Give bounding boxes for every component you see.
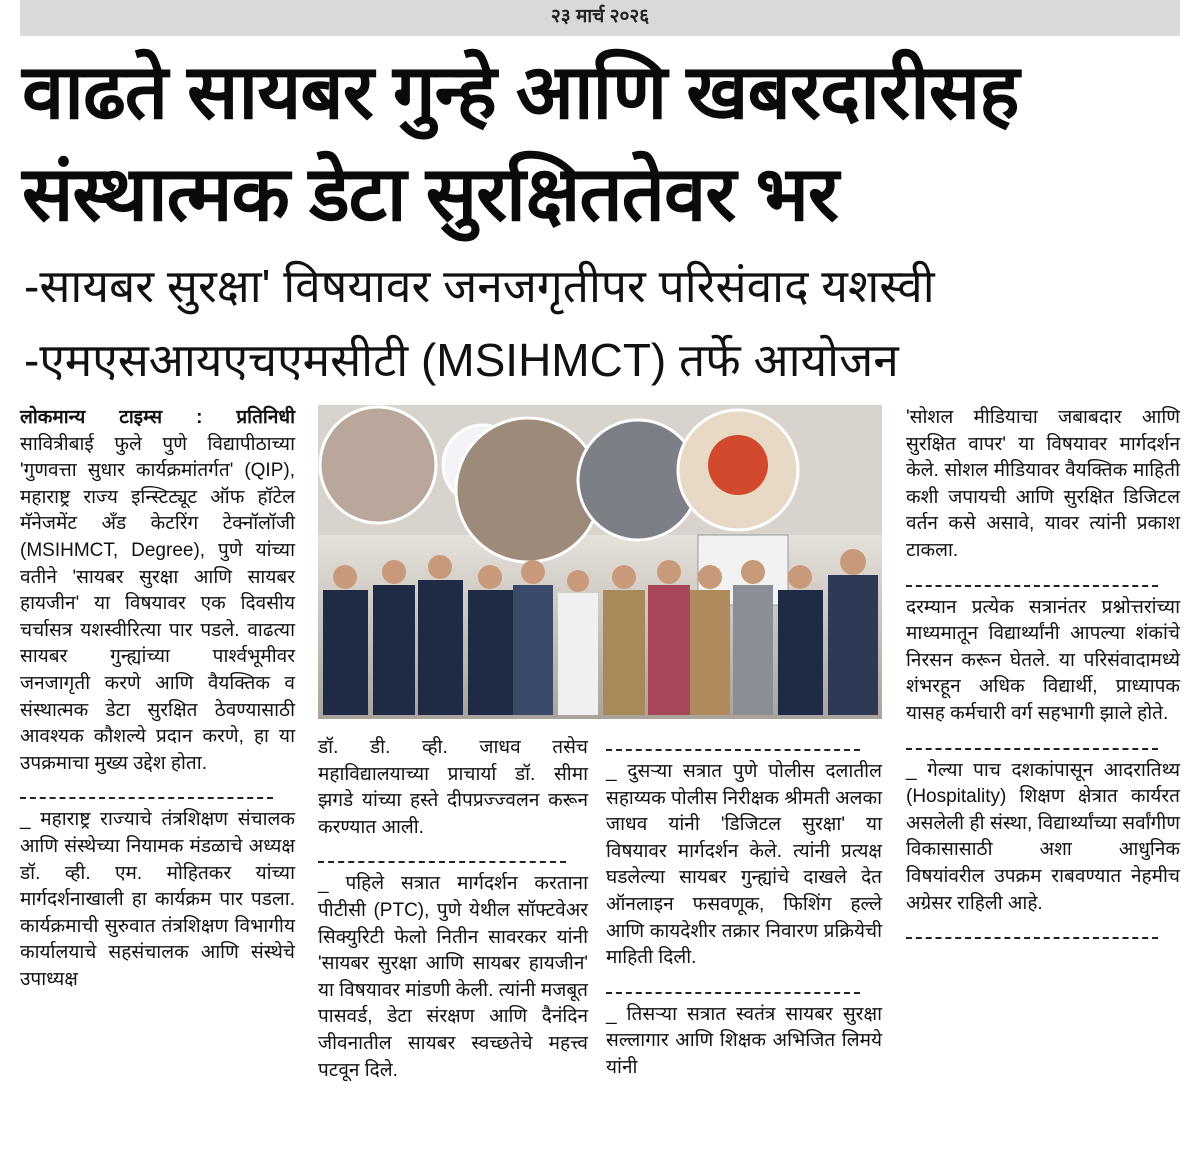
divider [906, 748, 1158, 750]
paragraph: 'सोशल मीडियाचा जबाबदार आणि सुरक्षित वापर' या विषयावर मार्गदर्शन केले. सोशल मीडियावर वैयक्तिक माहिती कशी जपायची आणि सुरक्षित डिजिटल वर्तन कसे असावे, यावर त्यांनी प्रकाश टाकला. [906, 407, 1180, 561]
headline-line-1: वाढते सायबर गुन्हे आणि खबरदारीसह [22, 50, 1019, 135]
column-3 [606, 735, 882, 1082]
column-2 [318, 735, 588, 1084]
paragraph: दरम्यान प्रत्येक सत्रानंतर प्रश्नोत्तरांच्या माध्यमातून विद्यार्थ्यांनी आपल्या शंकांचे निरसन करून घेतले. या परिसंवादामध्ये शंभरहून अधिक विद्यार्थी, प्राध्यापक यासह कर्मचारी वर्ग सहभागी झाले होते. [906, 596, 1180, 724]
paragraph: _ महाराष्ट्र राज्याचे तंत्रशिक्षण संचालक आणि संस्थेच्या नियामक मंडळाचे अध्यक्ष डॉ. व्ही. एम. मोहितकर यांच्या मार्गदर्शनाखाली हा कार्यक्रम पार पडला. कार्यक्रमाची सुरुवात तंत्रशिक्षण विभागीय कार्यालयाचे सहसंचालक आणि संस्थेचे उपाध्यक्ष [20, 809, 295, 990]
divider [606, 992, 860, 994]
divider [20, 797, 273, 799]
event-photo [318, 405, 882, 719]
date-bar: २३ मार्च २०२६ [20, 0, 1180, 36]
paragraph: _ गेल्या पाच दशकांपासून आदरातिथ्य (Hospitality) शिक्षण क्षेत्रात कार्यरत असलेली ही संस्था, विद्यार्थ्यांच्या सर्वांगीण विकासासाठी अशा आधुनिक विषयांवरील उपक्रम राबवण्यात नेहमीच अग्रेसर राहिली आहे. [906, 759, 1180, 914]
column-1 [20, 405, 295, 993]
paragraph: सावित्रीबाई फुले पुणे विद्यापीठाच्या 'गुणवत्ता सुधार कार्यक्रमांतर्गत' (QIP), महाराष्ट्र राज्य इन्स्टिट्यूट ऑफ हॉटेल मॅनेजमेंट अँड केटरिंग टेक्नॉलॉजी (MSIHMCT, Degree), पुणे यांच्या वतीने 'सायबर सुरक्षा आणि सायबर हायजीन' या विषयावर एक दिवसीय चर्चासत्र यशस्वीरित्या पार पडले. वाढत्या सायबर गुन्ह्यांच्या पार्श्वभूमीवर जनजागृती करणे आणि वैयक्तिक व संस्थात्मक डेटा सुरक्षित ठेवण्यासाठी आवश्यक कौशल्ये प्रदान करणे, हा या उपक्रमाचा मुख्य उद्देश होता. [20, 433, 295, 774]
paragraph: _ तिसऱ्या सत्रात स्वतंत्र सायबर सुरक्षा सल्लागार आणि शिक्षक अभिजित लिमये यांनी [606, 1003, 882, 1078]
headline-line-2: संस्थात्मक डेटा सुरक्षिततेवर भर [22, 152, 838, 237]
subheadline-2: -एमएसआयएचएमसीटी (MSIHMCT) तर्फे आयोजन [24, 334, 899, 386]
column-4 [906, 405, 1180, 947]
divider [906, 937, 1158, 939]
byline: लोकमान्य टाइम्स : प्रतिनिधी [20, 407, 295, 428]
paragraph: _ पहिले सत्रात मार्गदर्शन करताना पीटीसी (PTC), पुणे येथील सॉफ्टवेअर सिक्युरिटी फेलो नितीन सावरकर यांनी 'सायबर सुरक्षा आणि सायबर हायजीन' या विषयावर मांडणी केली. त्यांनी मजबूत पासवर्ड, डेटा संरक्षण आणि दैनंदिन जीवनातील सायबर स्वच्छतेचे महत्त्व पटवून दिले. [318, 873, 588, 1081]
divider [906, 585, 1158, 587]
subheadline-1: -सायबर सुरक्षा' विषयावर जनजगृतीपर परिसंवाद यशस्वी [24, 260, 935, 312]
divider [606, 749, 860, 751]
paragraph: डॉ. डी. व्ही. जाधव तसेच महाविद्यालयाच्या प्राचार्या डॉ. सीमा झगडे यांच्या हस्ते दीपप्रज्ज्वलन करून करण्यात आली. [318, 737, 588, 838]
divider [318, 861, 566, 863]
paragraph: _ दुसऱ्या सत्रात पुणे पोलीस दलातील सहाय्यक पोलीस निरीक्षक श्रीमती अलका जाधव यांनी 'डिजिटल सुरक्षा' या विषयावर मार्गदर्शन केले. त्यांनी प्रत्यक्ष घडलेल्या सायबर गुन्ह्यांचे दाखले देत ऑनलाइन फसवणूक, फिशिंग हल्ले आणि कायदेशीर तक्रार निवारण प्रक्रियेची माहिती दिली. [606, 761, 882, 969]
